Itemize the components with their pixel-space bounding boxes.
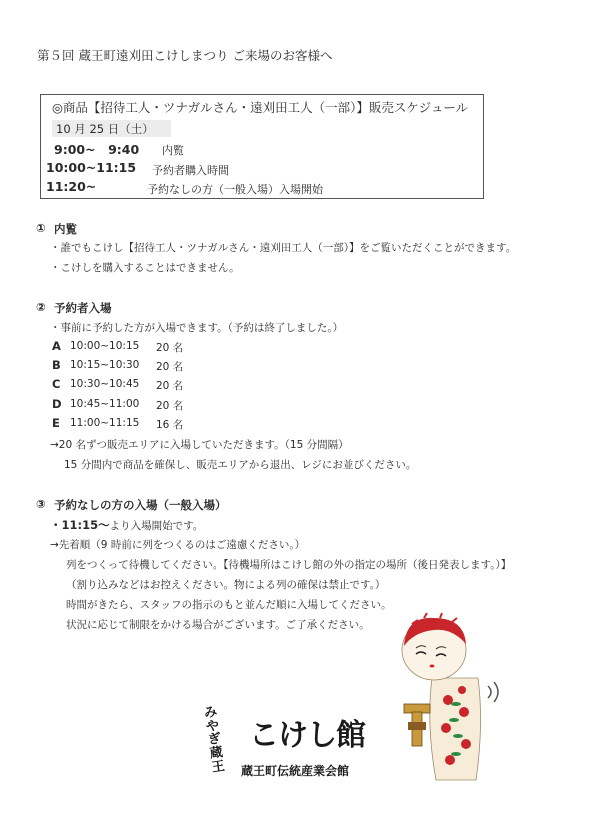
slot-letter-b: B <box>52 358 61 372</box>
section2-number: ② <box>36 300 46 314</box>
schedule-time-3: 11:20~ <box>46 179 97 194</box>
section3-line-5: 状況に応じて制限をかける場合がございます。ご了承ください。 <box>66 619 370 631</box>
slot-letter-e: E <box>52 416 60 430</box>
slot-count-b: 20 名 <box>156 361 184 373</box>
section3-start-time: ・11:15～ <box>50 518 110 532</box>
slot-letter-d: D <box>52 397 62 411</box>
section1-number: ① <box>36 221 46 235</box>
schedule-date: 10 月 25 日（土） <box>56 122 154 136</box>
slot-count-d: 20 名 <box>156 400 184 412</box>
section3-line-4: 時間がきたら、スタッフの指示のもと並んだ順に入場してください。 <box>66 599 392 611</box>
section1-line-2: ・こけしを購入することはできません。 <box>50 262 240 274</box>
section2-note-1: →20 名ずつ販売エリアに入場していただきます。（15 分間隔） <box>50 439 349 451</box>
section2-note-2: 15 分間内で商品を確保し、販売エリアから退出、レジにお並びください。 <box>64 459 417 471</box>
logo-kokeshi-kan: こけし館 <box>249 718 365 753</box>
slot-letter-c: C <box>52 377 61 391</box>
slot-time-e: 11:00~11:15 <box>70 417 140 429</box>
section3-number: ③ <box>36 497 46 511</box>
slot-time-c: 10:30~10:45 <box>70 378 140 390</box>
section3-line-3: （割り込みなどはお控えください。物による列の確保は禁止です。） <box>66 579 386 591</box>
schedule-desc-1: 内覧 <box>162 144 184 157</box>
section3-start-line <box>50 517 203 533</box>
slot-count-e: 16 名 <box>156 419 184 431</box>
section3-title: 予約なしの方の入場（一般入場） <box>54 498 227 512</box>
section3-start-rest: より入場開始です。 <box>109 520 204 532</box>
slot-time-d: 10:45~11:00 <box>70 398 140 410</box>
section2-title: 予約者入場 <box>54 301 112 315</box>
slot-count-c: 20 名 <box>156 380 184 392</box>
schedule-desc-2: 予約者購入時間 <box>152 164 229 177</box>
schedule-time-1: 9:00~ 9:40 <box>54 142 140 157</box>
section3-line-1: →先着順（9 時前に列をつくるのはご遠慮ください。） <box>50 539 306 551</box>
schedule-desc-3: 予約なしの方（一般入場）入場開始 <box>147 183 323 196</box>
page-title: 第５回 蔵王町遠刈田こけしまつり ご来場のお客様へ <box>37 48 333 63</box>
kokeshi-kan-logo <box>205 700 395 790</box>
slot-letter-a: A <box>52 339 61 353</box>
section1-line-1: ・誰でもこけし【招待工人・ツナガルさん・遠刈田工人（一部）】をご覧いただくことができます。 <box>50 242 517 254</box>
slot-time-b: 10:15~10:30 <box>70 359 140 371</box>
section1-title: 内覧 <box>54 222 77 236</box>
slot-count-a: 20 名 <box>156 342 184 354</box>
schedule-heading: ◎商品【招待工人・ツナガルさん・遠刈田工人（一部）】販売スケジュール <box>52 100 469 115</box>
schedule-time-2: 10:00~11:15 <box>46 160 137 175</box>
slot-time-a: 10:00~10:15 <box>70 340 140 352</box>
kokeshi-doll-illustration <box>392 604 512 784</box>
section2-intro: ・事前に予約した方が入場できます。（予約は終了しました。） <box>50 322 344 334</box>
org-name: 蔵王町伝統産業会館 <box>241 764 350 778</box>
logo-miyagi-zao: みやぎ蔵王 <box>203 704 226 776</box>
section3-line-2: 列をつくって待機してください。【待機場所はこけし館の外の指定の場所（後日発表します。）】 <box>66 559 512 571</box>
